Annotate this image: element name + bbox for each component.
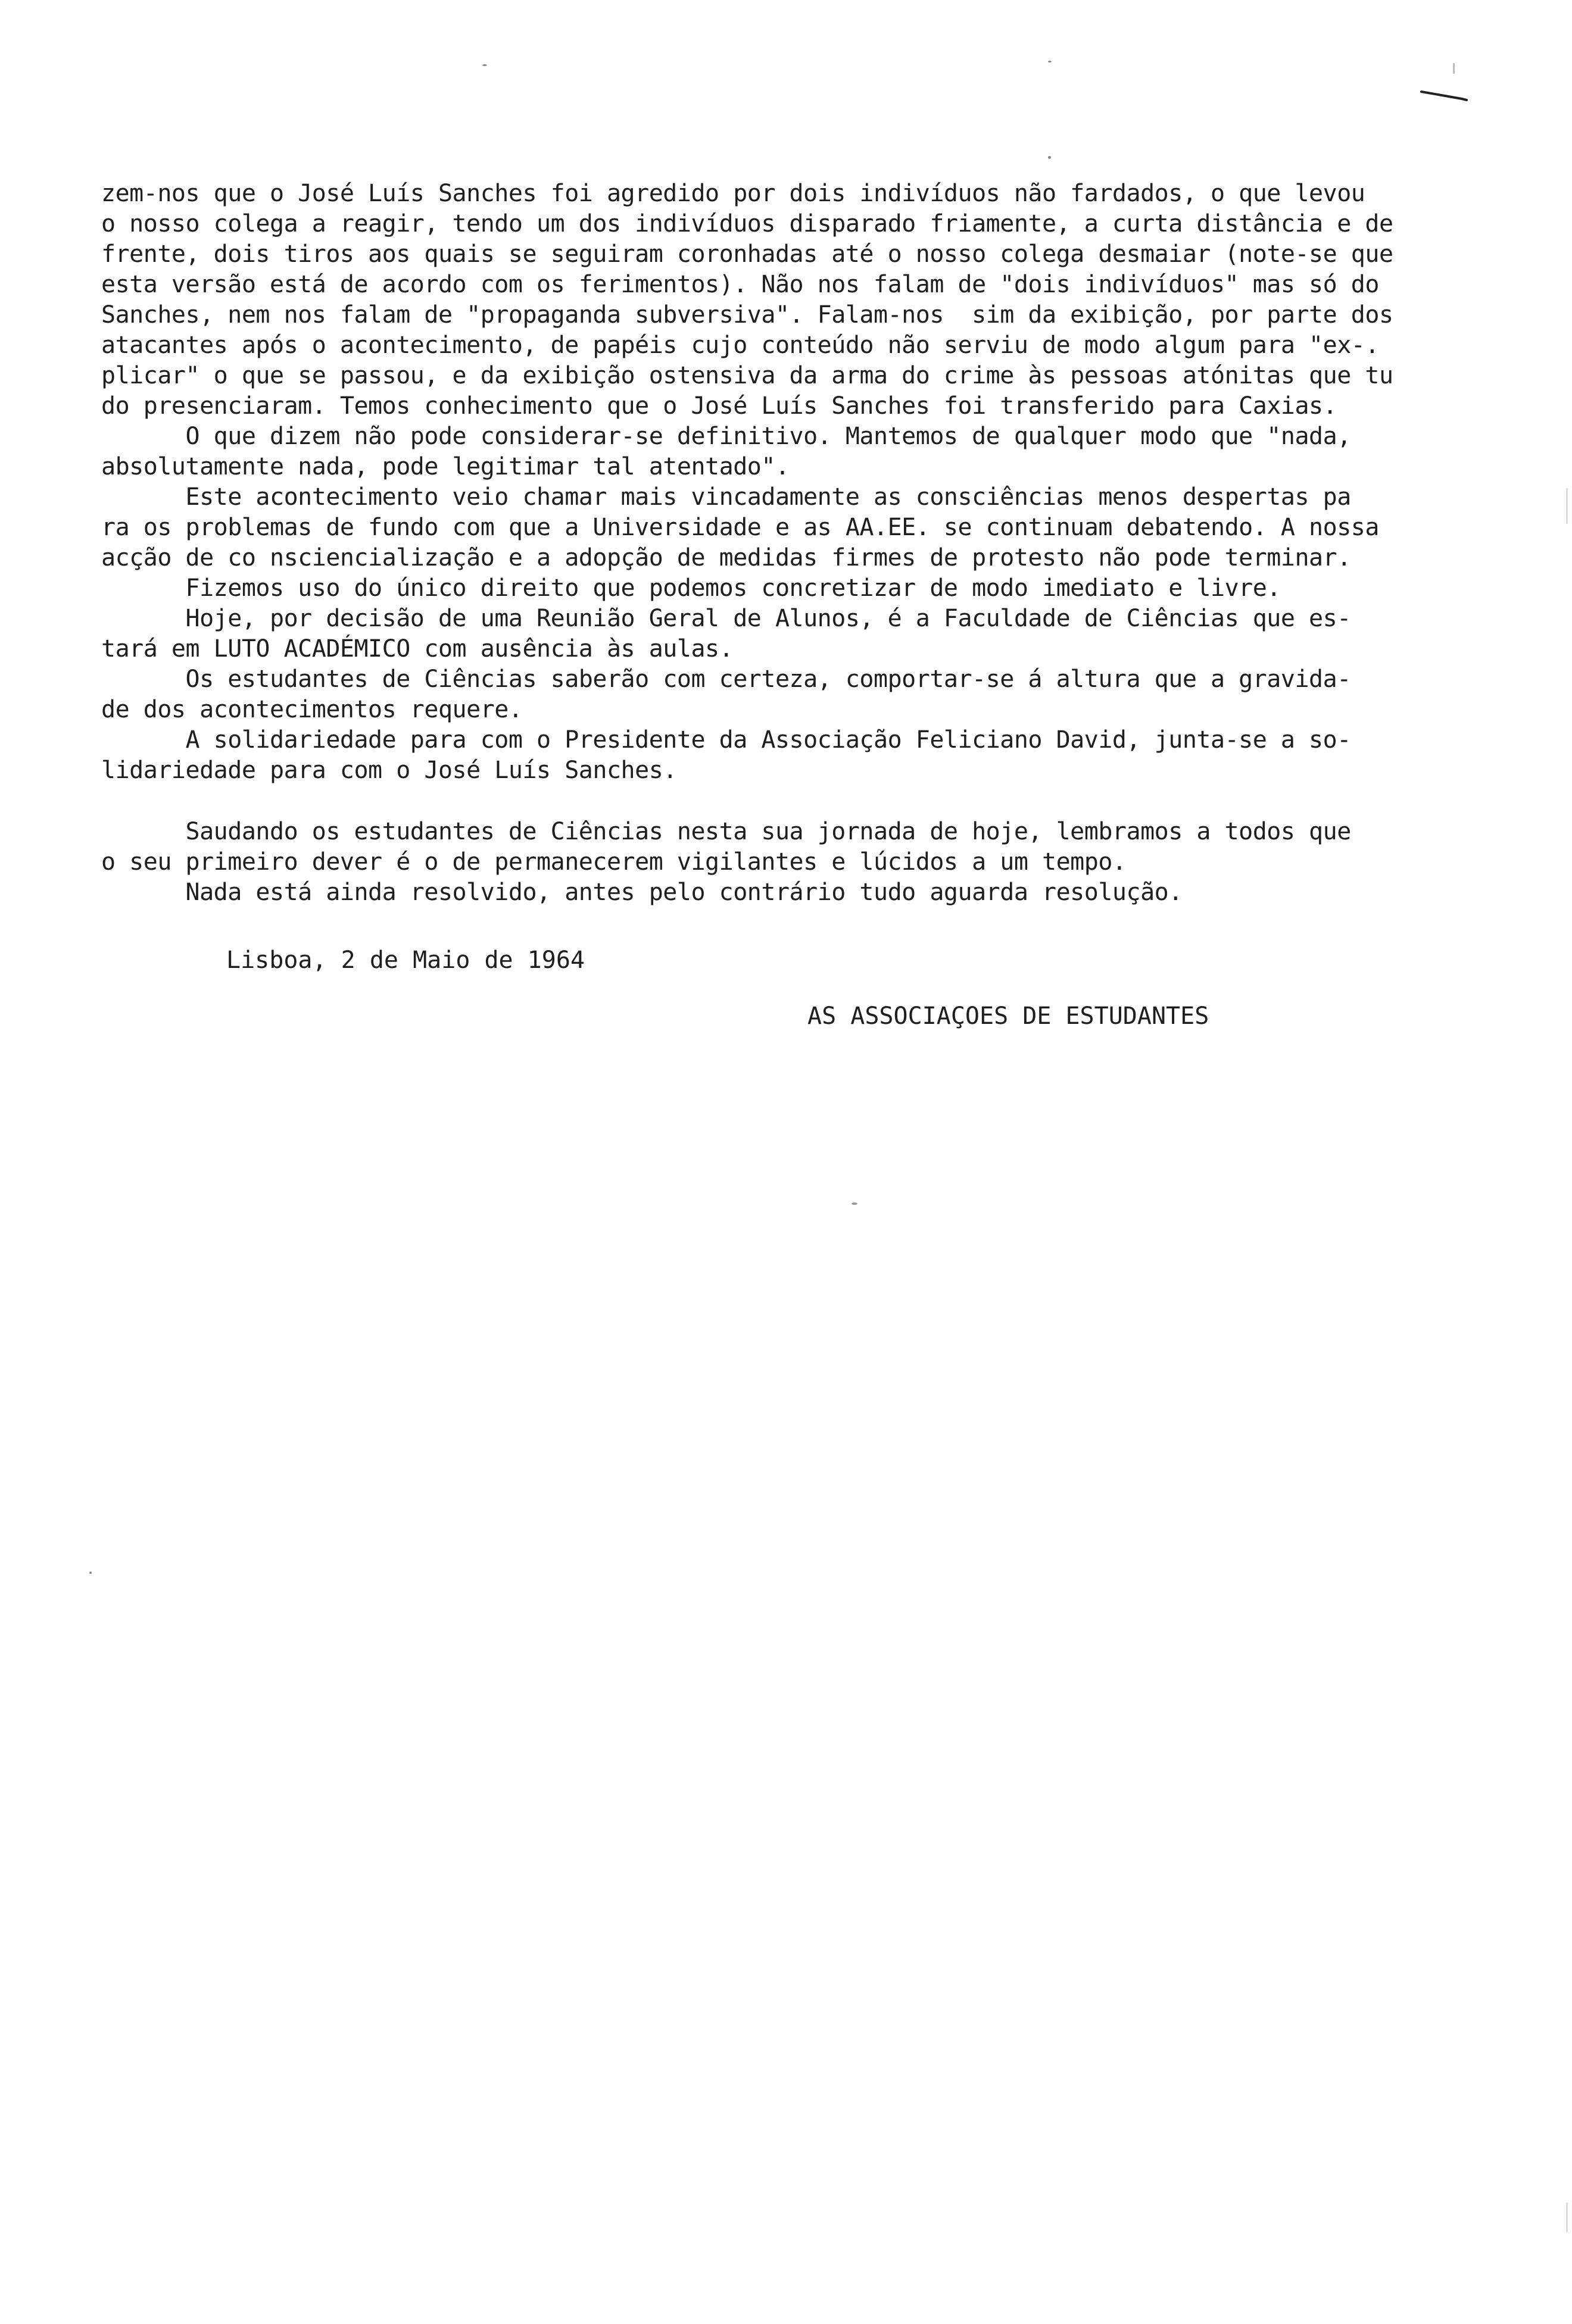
text-line: do presenciaram. Temos conhecimento que o José Luís Sanches foi transferido para Caxias. (101, 392, 1337, 420)
text-line: Saudando os estudantes de Ciências nesta sua jornada de hoje, lembramos a todos que (101, 818, 1351, 845)
text-line: lidariedade para com o José Luís Sanches. (101, 757, 677, 784)
text-line: frente, dois tiros aos quais se seguiram coronhadas até o nosso colega desmaiar (note-se que (101, 240, 1393, 268)
text-line: Sanches, nem nos falam de "propaganda subversiva". Falam-nos sim da exibição, por parte dos (101, 301, 1393, 329)
text-line: Este acontecimento veio chamar mais vincadamente as consciências menos despertas pa (101, 483, 1351, 511)
text-line: ra os problemas de fundo com que a Universidade e as AA.EE. se continuam debatendo. A nossa (101, 514, 1379, 541)
text-line: o seu primeiro dever é o de permanecerem vigilantes e lúcidos a um tempo. (101, 848, 1127, 876)
text-line: O que dizem não pode considerar-se definitivo. Mantemos de qualquer modo que "nada, (101, 423, 1351, 450)
scan-speck (1566, 488, 1568, 524)
text-line: Hoje, por decisão de uma Reunião Geral de Alunos, é a Faculdade de Ciências que es- (101, 605, 1351, 632)
scan-speck (1048, 156, 1051, 159)
scan-speck (1566, 2203, 1568, 2232)
text-line: esta versão está de acordo com os ferimentos). Não nos falam de "dois indivíduos" mas só do (101, 271, 1379, 298)
text-line: o nosso colega a reagir, tendo um dos indivíduos disparado friamente, a curta distância e de (101, 210, 1393, 238)
text-line: Fizemos uso do único direito que podemos concretizar de modo imediato e livre. (101, 574, 1281, 602)
date-line: Lisboa, 2 de Maio de 1964 (226, 947, 585, 974)
text-line: acção de co nsciencialização e a adopção de medidas firmes de protesto não pode terminar. (101, 544, 1351, 571)
text-line: plicar" o que se passou, e da exibição ostensiva da arma do crime às pessoas atónitas que tu (101, 362, 1393, 389)
scan-speck (482, 64, 487, 66)
body-text (101, 179, 1471, 908)
scan-speck (852, 1202, 857, 1205)
signature: AS ASSOCIAÇOES DE ESTUDANTES (807, 1002, 1209, 1030)
text-line (101, 786, 1471, 817)
text-line: tará em LUTO ACADÉMICO com ausência às aulas. (101, 635, 734, 663)
pen-mark (1420, 89, 1468, 101)
text-line: de dos acontecimentos requere. (101, 696, 523, 723)
text-line: atacantes após o acontecimento, de papéis cujo conteúdo não serviu de modo algum para "ex-. (101, 332, 1379, 359)
scan-speck (89, 1572, 92, 1574)
scan-speck (1048, 61, 1052, 63)
text-line: Nada está ainda resolvido, antes pelo contrário tudo aguarda resolução. (101, 879, 1183, 906)
text-line: A solidariedade para com o Presidente da Associação Feliciano David, junta-se a so- (101, 726, 1351, 754)
text-line: Os estudantes de Ciências saberão com certeza, comportar-se á altura que a gravida- (101, 666, 1351, 693)
text-line: absolutamente nada, pode legitimar tal atentado". (101, 453, 790, 480)
scan-speck (1453, 63, 1455, 74)
text-line: zem-nos que o José Luís Sanches foi agredido por dois indivíduos não fardados, o que levou (101, 180, 1365, 207)
